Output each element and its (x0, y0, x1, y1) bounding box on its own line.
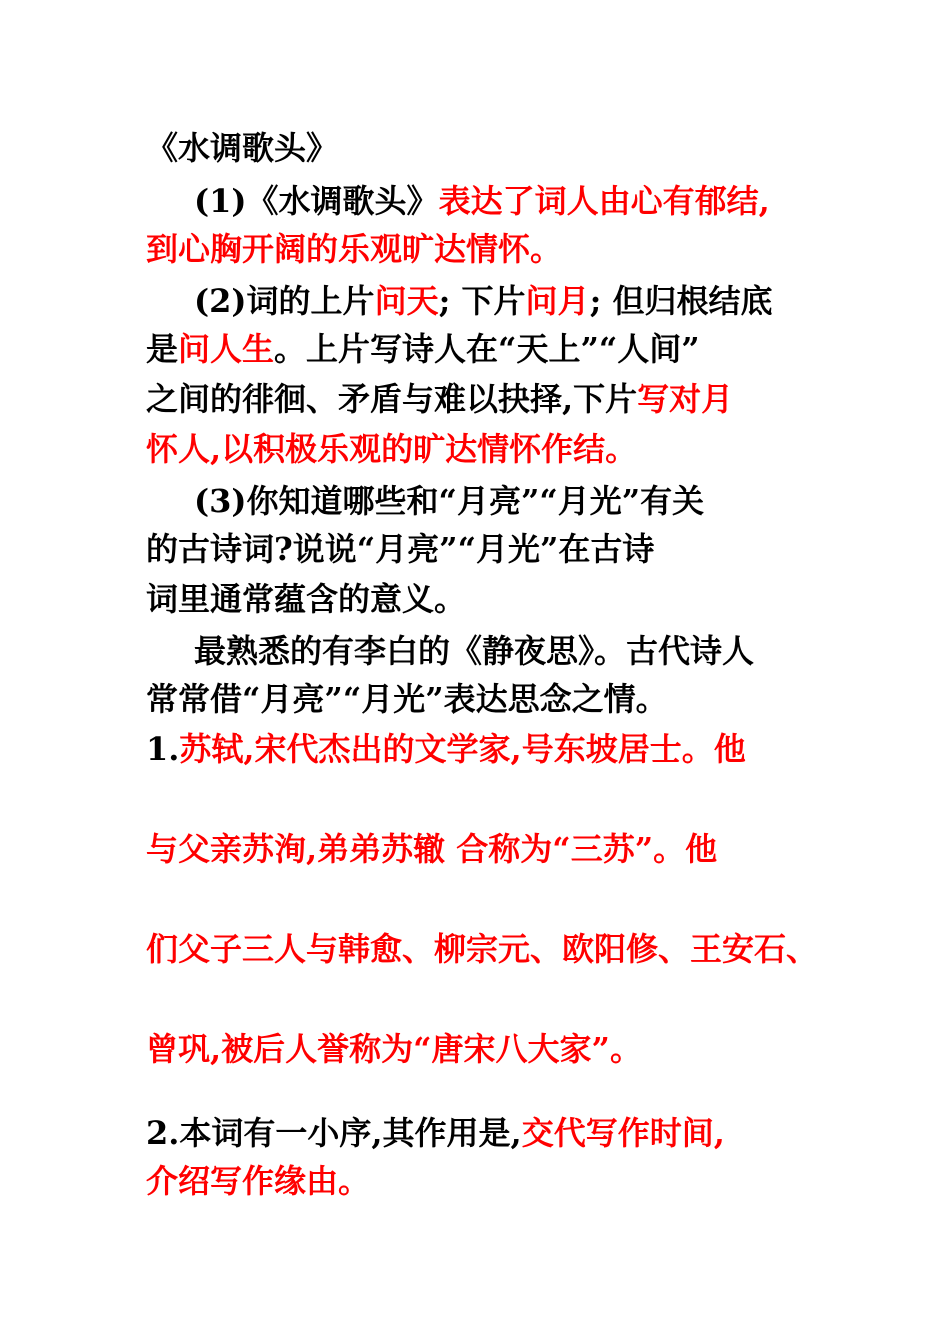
question-3-line-3: 词里通常蕴含的意义。 (146, 580, 467, 618)
answer-ask-heaven: 问天 (374, 282, 439, 320)
answer-ask-moon: 问月 (525, 282, 590, 320)
item-1-line-2: 与父亲苏洵,弟弟苏辙 合称为“三苏”。他 (146, 830, 718, 868)
item-1-line-4: 曾巩,被后人誉称为“唐宋八大家”。 (146, 1030, 642, 1068)
question-2-text: (2)词的上片 (194, 282, 375, 320)
document-title: 《水调歌头》 (146, 129, 339, 167)
question-2-text: ; 下片 (438, 282, 526, 320)
question-2-line-4: 怀人,以积极乐观的旷达情怀作结。 (146, 430, 638, 468)
question-2-text: 是 (146, 330, 179, 368)
item-2-line-1 (146, 1113, 725, 1153)
item-1-text: 苏轼,宋代杰出的文学家,号东坡居士。他 (179, 730, 746, 768)
question-1-answer-part-1: 表达了词人由心有郁结, (438, 182, 770, 220)
question-2-text: 之间的徘徊、矛盾与难以抉择,下片 (146, 380, 638, 418)
item-2-answer-part-1: 交代写作时间, (521, 1114, 725, 1152)
question-2-line-2 (146, 329, 700, 369)
question-2-text: ; 但归根结底 (589, 282, 773, 320)
question-2-line-3 (146, 379, 733, 419)
item-1-line-3: 们父子三人与韩愈、柳宗元、欧阳修、王安石、 (146, 930, 819, 968)
item-1-number: 1. (146, 730, 180, 768)
question-3-answer-line-1: 最熟悉的有李白的《静夜思》。古代诗人 (194, 632, 755, 670)
question-1-label: (1)《水调歌头》 (194, 182, 439, 220)
question-3-answer-line-2: 常常借“月亮”“月光”表达思念之情。 (146, 680, 668, 718)
question-1-answer-part-2: 到心胸开阔的乐观旷达情怀。 (146, 230, 563, 268)
question-3-line-2: 的古诗词?说说“月亮”“月光”在古诗 (146, 530, 655, 568)
item-2-line-2: 介绍写作缘由。 (146, 1162, 371, 1200)
item-2-text: 2.本词有一小序,其作用是, (146, 1114, 522, 1152)
answer-moon-longing: 写对月 (637, 380, 734, 418)
question-1-line-1 (194, 181, 770, 221)
question-3-line-1: (3)你知道哪些和“月亮”“月光”有关 (194, 482, 705, 520)
item-1-line-1 (146, 729, 746, 769)
question-2-text: 。上片写诗人在“天上”“人间” (274, 330, 700, 368)
question-2-line-1 (194, 281, 773, 321)
answer-ask-life: 问人生 (178, 330, 275, 368)
